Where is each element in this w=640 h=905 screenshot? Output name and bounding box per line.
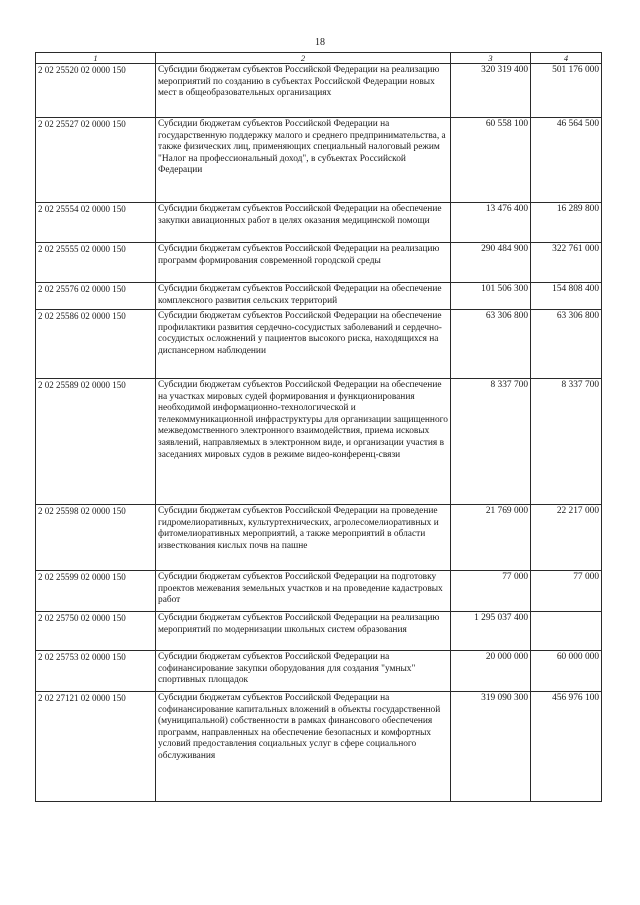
header-row [36,53,602,64]
amount-col-3: 63 306 800 [451,310,531,379]
amount-col-4: 22 217 000 [531,505,602,571]
amount-col-4: 501 176 000 [531,64,602,118]
budget-code: 2 02 27121 02 0000 150 [36,692,156,802]
row-description: Субсидии бюджетам субъектов Российской Федерации на проведение гидромелиоративных, культуртехнических, агролесомелиоративных и фитомелиоративных мероприятий, а также мероприятий в области известкования кислых почв на пашне [156,505,451,571]
amount-col-3: 320 319 400 [451,64,531,118]
row-description: Субсидии бюджетам субъектов Российской Федерации на реализацию мероприятий по модернизации школьных систем образования [156,612,451,651]
amount-col-3: 8 337 700 [451,379,531,505]
header-col-1: 1 [36,53,156,64]
budget-code: 2 02 25586 02 0000 150 [36,310,156,379]
page-number: 18 [315,37,325,48]
amount-col-4: 60 000 000 [531,651,602,692]
row-description: Субсидии бюджетам субъектов Российской Федерации на обеспечение комплексного развития сельских территорий [156,283,451,310]
amount-col-4: 322 761 000 [531,243,602,283]
table-row [36,283,602,310]
amount-col-4: 456 976 100 [531,692,602,802]
amount-col-3: 60 558 100 [451,118,531,203]
table-row [36,692,602,802]
amount-col-3: 21 769 000 [451,505,531,571]
table-row [36,612,602,651]
table-row [36,64,602,118]
amount-col-3: 20 000 000 [451,651,531,692]
amount-col-4: 16 289 800 [531,203,602,243]
row-description: Субсидии бюджетам субъектов Российской Федерации на обеспечение на участках мировых судей формирования и функционирования необходимой информационно-технологической и телекоммуникационной инфраструктуры для организации защищенного межведомственного электронного взаимодействия, приема исковых заявлений, направляемых в электронном виде, и организации участия в заседаниях мировых судов в режиме видео-конференц-связи [156,379,451,505]
amount-col-4 [531,612,602,651]
amount-col-3: 101 506 300 [451,283,531,310]
row-description: Субсидии бюджетам субъектов Российской Федерации на обеспечение закупки авиационных работ в целях оказания медицинской помощи [156,203,451,243]
table-row [36,203,602,243]
budget-code: 2 02 25589 02 0000 150 [36,379,156,505]
table-row [36,505,602,571]
amount-col-4: 63 306 800 [531,310,602,379]
budget-code: 2 02 25576 02 0000 150 [36,283,156,310]
budget-code: 2 02 25520 02 0000 150 [36,64,156,118]
table-row [36,571,602,612]
amount-col-3: 319 090 300 [451,692,531,802]
amount-col-4: 8 337 700 [531,379,602,505]
budget-code: 2 02 25527 02 0000 150 [36,118,156,203]
header-col-3: 3 [451,53,531,64]
row-description: Субсидии бюджетам субъектов Российской Федерации на государственную поддержку малого и среднего предпринимательства, а также физических лиц, применяющих специальный налоговый режим "Налог на профессиональный доход", в субъектах Российской Федерации [156,118,451,203]
amount-col-3: 290 484 900 [451,243,531,283]
amount-col-4: 154 808 400 [531,283,602,310]
table-row [36,243,602,283]
budget-table [35,52,602,802]
row-description: Субсидии бюджетам субъектов Российской Федерации на реализацию программ формирования современной городской среды [156,243,451,283]
row-description: Субсидии бюджетам субъектов Российской Федерации на подготовку проектов межевания земельных участков и на проведение кадастровых работ [156,571,451,612]
row-description: Субсидии бюджетам субъектов Российской Федерации на реализацию мероприятий по созданию в субъектах Российской Федерации новых мест в общеобразовательных организациях [156,64,451,118]
amount-col-3: 13 476 400 [451,203,531,243]
amount-col-4: 77 000 [531,571,602,612]
amount-col-4: 46 564 500 [531,118,602,203]
amount-col-3: 1 295 037 400 [451,612,531,651]
amount-col-3: 77 000 [451,571,531,612]
header-col-2: 2 [156,53,451,64]
table-row [36,651,602,692]
row-description: Субсидии бюджетам субъектов Российской Федерации на софинансирование закупки оборудования для создания "умных" спортивных площадок [156,651,451,692]
row-description: Субсидии бюджетам субъектов Российской Федерации на обеспечение профилактики развития сердечно-сосудистых заболеваний и сердечно-сосудистых осложнений у пациентов высокого риска, находящихся на диспансерном наблюдении [156,310,451,379]
row-description: Субсидии бюджетам субъектов Российской Федерации на софинансирование капитальных вложений в объекты государственной (муниципальной) собственности в рамках финансового обеспечения программ, направленных на обеспечение безопасных и комфортных условий предоставления социальных услуг в сфере социального обслуживания [156,692,451,802]
budget-code: 2 02 25555 02 0000 150 [36,243,156,283]
header-col-4: 4 [531,53,602,64]
budget-code: 2 02 25750 02 0000 150 [36,612,156,651]
table-row [36,379,602,505]
budget-code: 2 02 25753 02 0000 150 [36,651,156,692]
table-row [36,310,602,379]
table-row [36,118,602,203]
budget-code: 2 02 25599 02 0000 150 [36,571,156,612]
budget-code: 2 02 25554 02 0000 150 [36,203,156,243]
budget-code: 2 02 25598 02 0000 150 [36,505,156,571]
